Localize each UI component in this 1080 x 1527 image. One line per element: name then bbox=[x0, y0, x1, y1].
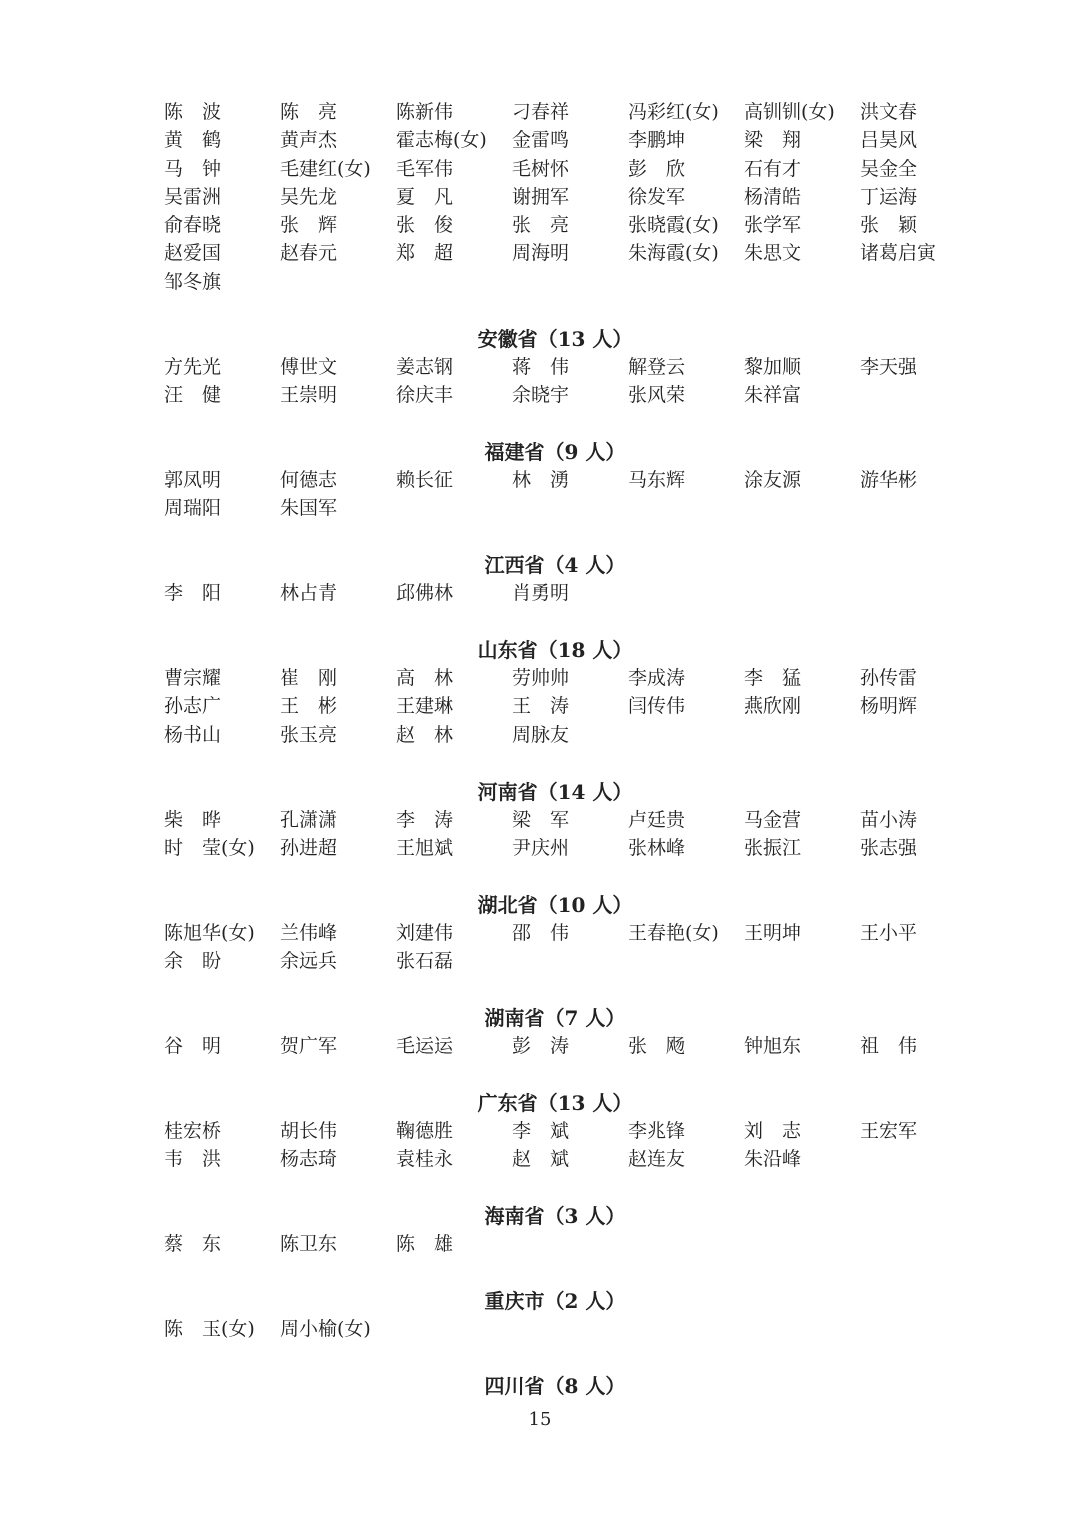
person-name: 蒋 伟 bbox=[512, 356, 570, 378]
person-name: 陈 雄 bbox=[396, 1233, 454, 1255]
names-block-continued bbox=[164, 98, 964, 296]
person-name: 袁桂永 bbox=[396, 1148, 454, 1171]
names-block-fujian bbox=[164, 466, 964, 523]
name-row bbox=[164, 1230, 964, 1258]
person-name: 张晓霞(女) bbox=[628, 214, 719, 237]
person-name: 肖勇明 bbox=[512, 582, 570, 604]
person-name: 毛运运 bbox=[396, 1035, 454, 1057]
person-name: 赵连友 bbox=[628, 1148, 686, 1171]
section-heading-hunan: 湖南省（7 人） bbox=[484, 1006, 626, 1030]
person-name: 朱国军 bbox=[280, 497, 338, 520]
person-name: 陈旭华(女) bbox=[164, 922, 255, 944]
person-name: 朱思文 bbox=[744, 242, 802, 265]
person-name: 燕欣刚 bbox=[744, 695, 802, 718]
name-row bbox=[164, 1315, 964, 1343]
person-name: 夏 凡 bbox=[396, 185, 454, 208]
person-name: 陈 玉(女) bbox=[164, 1318, 255, 1340]
person-name: 石有才 bbox=[744, 157, 802, 180]
person-name: 周瑞阳 bbox=[164, 497, 222, 520]
name-row bbox=[164, 721, 964, 749]
person-name: 吴金全 bbox=[860, 157, 918, 180]
person-name: 余 盼 bbox=[164, 950, 222, 973]
person-name: 李 猛 bbox=[744, 667, 802, 689]
person-name: 高 林 bbox=[396, 667, 454, 689]
section-heading-hubei: 湖北省（10 人） bbox=[477, 893, 633, 917]
person-name: 蔡 东 bbox=[164, 1233, 222, 1255]
person-name: 桂宏桥 bbox=[164, 1120, 222, 1142]
person-name: 兰伟峰 bbox=[280, 922, 338, 944]
person-name: 孔潇潇 bbox=[280, 809, 338, 831]
person-name: 朱海霞(女) bbox=[628, 242, 719, 265]
person-name: 方先光 bbox=[164, 356, 222, 378]
person-name: 高钏钏(女) bbox=[744, 101, 835, 123]
names-block-hainan bbox=[164, 1230, 964, 1258]
person-name: 毛树怀 bbox=[512, 157, 570, 180]
person-name: 吴先龙 bbox=[280, 185, 338, 208]
person-name: 余晓宇 bbox=[512, 384, 570, 407]
person-name: 张林峰 bbox=[628, 837, 686, 860]
name-row bbox=[164, 381, 964, 409]
person-name: 吕昊风 bbox=[860, 129, 918, 152]
person-name: 苗小涛 bbox=[860, 809, 918, 831]
person-name: 郭凤明 bbox=[164, 469, 222, 491]
person-name: 吴雷洲 bbox=[164, 185, 222, 208]
person-name: 朱沿峰 bbox=[744, 1148, 802, 1171]
name-row bbox=[164, 1032, 964, 1060]
person-name: 余远兵 bbox=[280, 950, 338, 973]
person-name: 游华彬 bbox=[860, 469, 918, 491]
person-name: 陈 波 bbox=[164, 101, 222, 123]
person-name: 孙传雷 bbox=[860, 667, 918, 689]
name-row bbox=[164, 239, 964, 267]
person-name: 霍志梅(女) bbox=[396, 129, 487, 152]
person-name: 劳帅帅 bbox=[512, 667, 570, 689]
person-name: 张石磊 bbox=[396, 950, 454, 973]
person-name: 马 钟 bbox=[164, 157, 222, 180]
name-row bbox=[164, 268, 964, 296]
person-name: 张志强 bbox=[860, 837, 918, 860]
person-name: 李天强 bbox=[860, 356, 918, 378]
person-name: 张 飏 bbox=[628, 1035, 686, 1057]
name-row bbox=[164, 98, 964, 126]
section-heading-anhui: 安徽省（13 人） bbox=[477, 327, 633, 351]
person-name: 王 涛 bbox=[512, 695, 570, 718]
person-name: 曹宗耀 bbox=[164, 667, 222, 689]
person-name: 卢廷贵 bbox=[628, 809, 686, 831]
person-name: 张 辉 bbox=[280, 214, 338, 237]
person-name: 赵 斌 bbox=[512, 1148, 570, 1171]
person-name: 李成涛 bbox=[628, 667, 686, 689]
person-name: 谷 明 bbox=[164, 1035, 222, 1057]
names-block-guangdong bbox=[164, 1117, 964, 1174]
section-heading-jiangxi: 江西省（4 人） bbox=[484, 553, 626, 577]
name-row bbox=[164, 1145, 964, 1173]
person-name: 陈卫东 bbox=[280, 1233, 338, 1255]
person-name: 刘建伟 bbox=[396, 922, 454, 944]
person-name: 李 阳 bbox=[164, 582, 222, 604]
person-name: 邱佛林 bbox=[396, 582, 454, 604]
person-name: 何德志 bbox=[280, 469, 338, 491]
person-name: 柴 晔 bbox=[164, 809, 222, 831]
name-row bbox=[164, 579, 964, 607]
person-name: 傅世文 bbox=[280, 356, 338, 378]
person-name: 邵 伟 bbox=[512, 922, 570, 944]
person-name: 杨明辉 bbox=[860, 695, 918, 718]
names-block-henan bbox=[164, 806, 964, 863]
person-name: 梁 军 bbox=[512, 809, 570, 831]
person-name: 王宏军 bbox=[860, 1120, 918, 1142]
person-name: 徐发军 bbox=[628, 185, 686, 208]
person-name: 梁 翔 bbox=[744, 129, 802, 152]
person-name: 贺广军 bbox=[280, 1035, 338, 1057]
name-row bbox=[164, 947, 964, 975]
person-name: 周海明 bbox=[512, 242, 570, 265]
person-name: 赵爱国 bbox=[164, 242, 222, 265]
person-name: 周脉友 bbox=[512, 723, 570, 746]
person-name: 俞春晓 bbox=[164, 214, 222, 237]
section-heading-shandong: 山东省（18 人） bbox=[477, 638, 633, 662]
section-heading-chongqing: 重庆市（2 人） bbox=[484, 1289, 626, 1313]
person-name: 杨清皓 bbox=[744, 185, 802, 208]
person-name: 林占青 bbox=[280, 582, 338, 604]
person-name: 马东辉 bbox=[628, 469, 686, 491]
person-name: 祖 伟 bbox=[860, 1035, 918, 1057]
person-name: 毛建红(女) bbox=[280, 157, 371, 180]
names-block-hunan bbox=[164, 1032, 964, 1060]
person-name: 李 涛 bbox=[396, 809, 454, 831]
person-name: 毛军伟 bbox=[396, 157, 454, 180]
person-name: 邹冬旗 bbox=[164, 270, 222, 293]
name-row bbox=[164, 155, 964, 183]
person-name: 王崇明 bbox=[280, 384, 338, 407]
person-name: 汪 健 bbox=[164, 384, 222, 407]
name-row bbox=[164, 353, 964, 381]
section-heading-sichuan: 四川省（8 人） bbox=[484, 1374, 626, 1398]
name-row bbox=[164, 919, 964, 947]
person-name: 闫传伟 bbox=[628, 695, 686, 718]
person-name: 赵春元 bbox=[280, 242, 338, 265]
person-name: 彭 涛 bbox=[512, 1035, 570, 1057]
person-name: 张 俊 bbox=[396, 214, 454, 237]
person-name: 马金营 bbox=[744, 809, 802, 831]
person-name: 姜志钢 bbox=[396, 356, 454, 378]
person-name: 张风荣 bbox=[628, 384, 686, 407]
names-block-anhui bbox=[164, 353, 964, 410]
name-row bbox=[164, 692, 964, 720]
names-block-shandong bbox=[164, 664, 964, 749]
person-name: 冯彩红(女) bbox=[628, 101, 719, 123]
person-name: 刁春祥 bbox=[512, 101, 570, 123]
name-row bbox=[164, 183, 964, 211]
person-name: 杨志琦 bbox=[280, 1148, 338, 1171]
person-name: 王明坤 bbox=[744, 922, 802, 944]
section-heading-henan: 河南省（14 人） bbox=[477, 780, 633, 804]
person-name: 黄 鹤 bbox=[164, 129, 222, 152]
person-name: 张学军 bbox=[744, 214, 802, 237]
person-name: 涂友源 bbox=[744, 469, 802, 491]
person-name: 朱祥富 bbox=[744, 384, 802, 407]
person-name: 王建琳 bbox=[396, 695, 454, 718]
name-row bbox=[164, 806, 964, 834]
name-row bbox=[164, 494, 964, 522]
names-block-hubei bbox=[164, 919, 964, 976]
person-name: 鞠德胜 bbox=[396, 1120, 454, 1142]
section-heading-fujian: 福建省（9 人） bbox=[484, 440, 626, 464]
person-name: 赖长征 bbox=[396, 469, 454, 491]
person-name: 金雷鸣 bbox=[512, 129, 570, 152]
person-name: 张 颖 bbox=[860, 214, 918, 237]
name-row bbox=[164, 834, 964, 862]
person-name: 黄声杰 bbox=[280, 129, 338, 152]
person-name: 王小平 bbox=[860, 922, 918, 944]
person-name: 陈 亮 bbox=[280, 101, 338, 123]
person-name: 钟旭东 bbox=[744, 1035, 802, 1057]
person-name: 黎加顺 bbox=[744, 356, 802, 378]
person-name: 李 斌 bbox=[512, 1120, 570, 1142]
person-name: 林 湧 bbox=[512, 469, 570, 491]
person-name: 杨书山 bbox=[164, 723, 222, 746]
section-heading-hainan: 海南省（3 人） bbox=[484, 1204, 626, 1228]
person-name: 韦 洪 bbox=[164, 1148, 222, 1171]
person-name: 尹庆州 bbox=[512, 837, 570, 860]
person-name: 李鹏坤 bbox=[628, 129, 686, 152]
person-name: 时 莹(女) bbox=[164, 837, 255, 860]
section-heading-guangdong: 广东省（13 人） bbox=[477, 1091, 633, 1115]
person-name: 周小榆(女) bbox=[280, 1318, 371, 1340]
person-name: 丁运海 bbox=[860, 185, 918, 208]
person-name: 郑 超 bbox=[396, 242, 454, 265]
person-name: 张 亮 bbox=[512, 214, 570, 237]
person-name: 王 彬 bbox=[280, 695, 338, 718]
person-name: 张振江 bbox=[744, 837, 802, 860]
person-name: 陈新伟 bbox=[396, 101, 454, 123]
person-name: 崔 刚 bbox=[280, 667, 338, 689]
person-name: 孙志广 bbox=[164, 695, 222, 718]
person-name: 李兆锋 bbox=[628, 1120, 686, 1142]
person-name: 彭 欣 bbox=[628, 157, 686, 180]
person-name: 诸葛启寅 bbox=[860, 242, 937, 265]
names-block-chongqing bbox=[164, 1315, 964, 1343]
person-name: 胡长伟 bbox=[280, 1120, 338, 1142]
names-block-jiangxi bbox=[164, 579, 964, 607]
person-name: 谢拥军 bbox=[512, 185, 570, 208]
person-name: 王春艳(女) bbox=[628, 922, 719, 944]
person-name: 张玉亮 bbox=[280, 723, 338, 746]
person-name: 解登云 bbox=[628, 356, 686, 378]
name-row bbox=[164, 1117, 964, 1145]
person-name: 洪文春 bbox=[860, 101, 918, 123]
name-row bbox=[164, 211, 964, 239]
person-name: 王旭斌 bbox=[396, 837, 454, 860]
person-name: 孙进超 bbox=[280, 837, 338, 860]
name-row bbox=[164, 126, 964, 154]
person-name: 刘 志 bbox=[744, 1120, 802, 1142]
name-row bbox=[164, 466, 964, 494]
person-name: 赵 林 bbox=[396, 723, 454, 746]
name-row bbox=[164, 664, 964, 692]
person-name: 徐庆丰 bbox=[396, 384, 454, 407]
page-number: 15 bbox=[528, 1409, 552, 1430]
